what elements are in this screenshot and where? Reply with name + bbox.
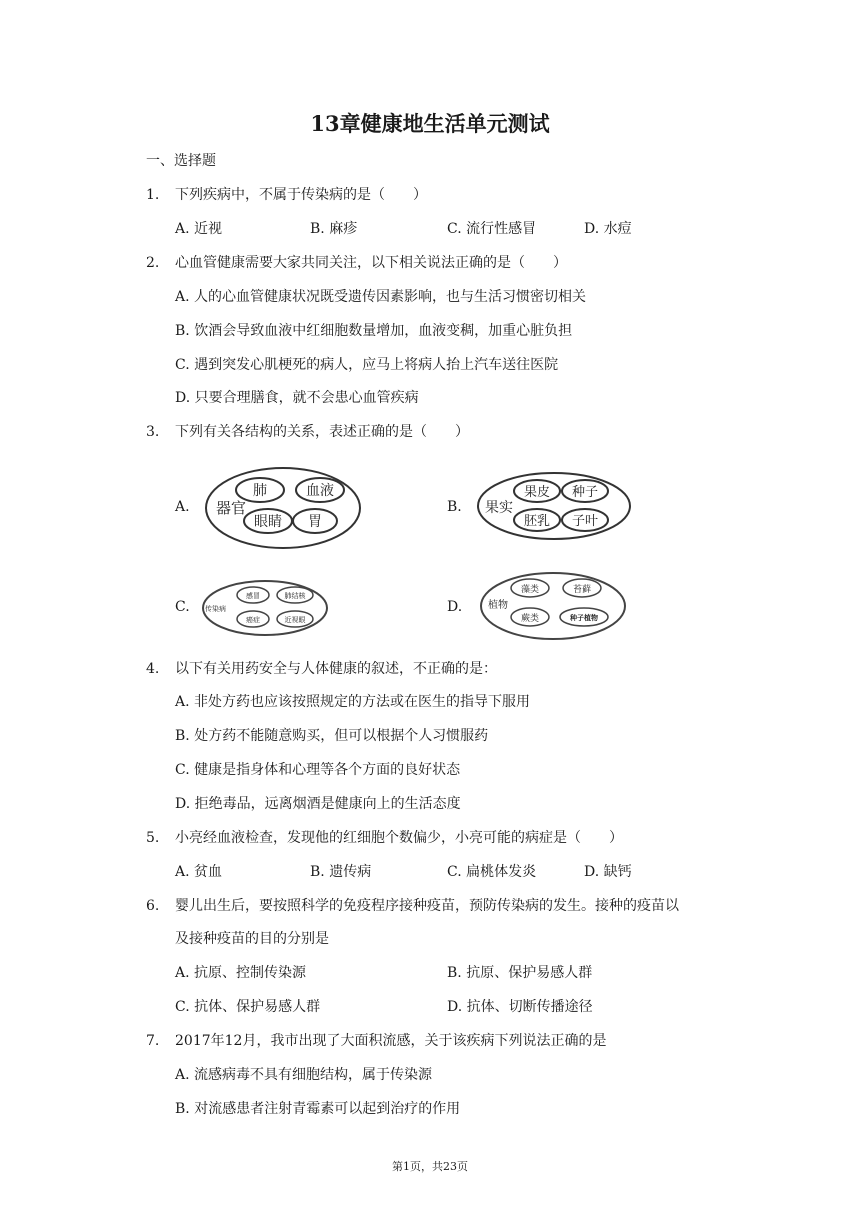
q2-option-d: D. 只要合理膳食，就不会患心血管疾病: [175, 390, 419, 406]
q2-option-a: A. 人的心血管健康状况既受遗传因素影响，也与生活习惯密切相关: [175, 289, 587, 305]
q4-option-d: D. 拒绝毒品，远离烟酒是健康向上的生活态度: [175, 796, 461, 812]
page-footer: 第1页，共23页: [392, 1160, 468, 1173]
diagram-b-item-2: 种子: [571, 485, 599, 500]
q6-option-c: C. 抗体、保护易感人群: [175, 999, 321, 1015]
diagram-b-item-1: 果皮: [523, 485, 551, 500]
diagram-c-item-2: 肺结核: [284, 592, 306, 600]
q2-option-b: B. 饮酒会导致血液中红细胞数量增加，血液变稠，加重心脏负担: [175, 323, 573, 339]
q1-option-c: C. 流行性感冒: [447, 221, 537, 237]
diagram-d-item-1: 藻类: [520, 585, 540, 595]
q7-option-b: B. 对流感患者注射青霉素可以起到治疗的作用: [175, 1101, 461, 1117]
q2-number: 2.: [146, 255, 160, 271]
q7-text: 2017年12月，我市出现了大面积流感，关于该疾病下列说法正确的是: [175, 1033, 607, 1049]
q7-option-a: A. 流感病毒不具有细胞结构，属于传染源: [175, 1067, 433, 1083]
q4-option-c: C. 健康是指身体和心理等各个方面的良好状态: [175, 762, 461, 778]
q3-number: 3.: [146, 424, 160, 440]
diagram-a-item-3: 眼睛: [254, 514, 282, 530]
page-title: 13章健康地生活单元测试: [310, 111, 550, 136]
diagram-a: [203, 465, 363, 551]
diagram-c-outer: 传染病: [205, 605, 226, 613]
diagram-d: [478, 570, 628, 642]
q3-option-d: D.: [447, 599, 463, 615]
q5-text: 小亮经血液检查，发现他的红细胞个数偏少，小亮可能的病症是（ ）: [175, 830, 623, 846]
diagram-d-item-3: 蕨类: [520, 614, 540, 624]
q5-option-c: C. 扁桃体发炎: [447, 864, 537, 880]
q6-option-a: A. 抗原、控制传染源: [175, 965, 307, 981]
diagram-b: [475, 470, 633, 542]
q6-option-d: D. 抗体、切断传播途径: [447, 999, 593, 1015]
q1-number: 1.: [146, 187, 160, 203]
diagram-c-item-1: 感冒: [246, 592, 260, 600]
q5-option-a: A. 贫血: [175, 864, 223, 880]
q2-option-c: C. 遇到突发心肌梗死的病人，应马上将病人抬上汽车送往医院: [175, 357, 559, 373]
section-heading: 一、选择题: [146, 153, 216, 169]
diagram-a-item-2: 血液: [306, 483, 334, 499]
diagram-a-item-4: 胃: [308, 514, 322, 530]
q6-option-b: B. 抗原、保护易感人群: [447, 965, 593, 981]
q1-option-a: A. 近视: [175, 221, 223, 237]
diagram-c: [200, 578, 330, 638]
q3-option-a: A.: [175, 499, 190, 515]
diagram-a-item-1: 肺: [253, 483, 267, 499]
q1-option-b: B. 麻疹: [310, 221, 358, 237]
q6-number: 6.: [146, 898, 160, 914]
q1-text: 下列疾病中，不属于传染病的是（ ）: [175, 187, 427, 203]
q4-text: 以下有关用药安全与人体健康的叙述，不正确的是：: [175, 661, 497, 677]
q4-number: 4.: [146, 661, 160, 677]
diagram-b-item-4: 子叶: [571, 514, 599, 529]
diagram-d-outer: 植物: [488, 600, 508, 611]
q5-option-d: D. 缺钙: [584, 864, 632, 880]
q1-option-d: D. 水痘: [584, 221, 632, 237]
q3-option-c: C.: [175, 599, 190, 615]
q4-option-b: B. 处方药不能随意购买，但可以根据个人习惯服药: [175, 728, 489, 744]
q3-text: 下列有关各结构的关系，表述正确的是（ ）: [175, 424, 469, 440]
diagram-c-item-4: 近视眼: [284, 616, 306, 624]
diagram-d-item-2: 苔藓: [572, 585, 592, 595]
diagram-b-outer: 果实: [485, 500, 513, 516]
q5-number: 5.: [146, 830, 160, 846]
q5-option-b: B. 遗传病: [310, 864, 372, 880]
q4-option-a: A. 非处方药也应该按照规定的方法或在医生的指导下服用: [175, 694, 531, 710]
q7-number: 7.: [146, 1033, 160, 1049]
q6-text-continued: 及接种疫苗的目的分别是: [175, 931, 329, 947]
diagram-d-item-4: 种子植物: [570, 614, 598, 622]
diagram-c-item-3: 癌症: [246, 616, 260, 624]
q2-text: 心血管健康需要大家共同关注，以下相关说法正确的是（ ）: [175, 255, 567, 271]
diagram-a-outer: 器官: [216, 499, 247, 517]
q3-option-b: B.: [447, 499, 462, 515]
q6-text: 婴儿出生后，要按照科学的免疫程序接种疫苗，预防传染病的发生。接种的疫苗以: [175, 898, 679, 914]
diagram-b-item-3: 胚乳: [523, 514, 551, 529]
